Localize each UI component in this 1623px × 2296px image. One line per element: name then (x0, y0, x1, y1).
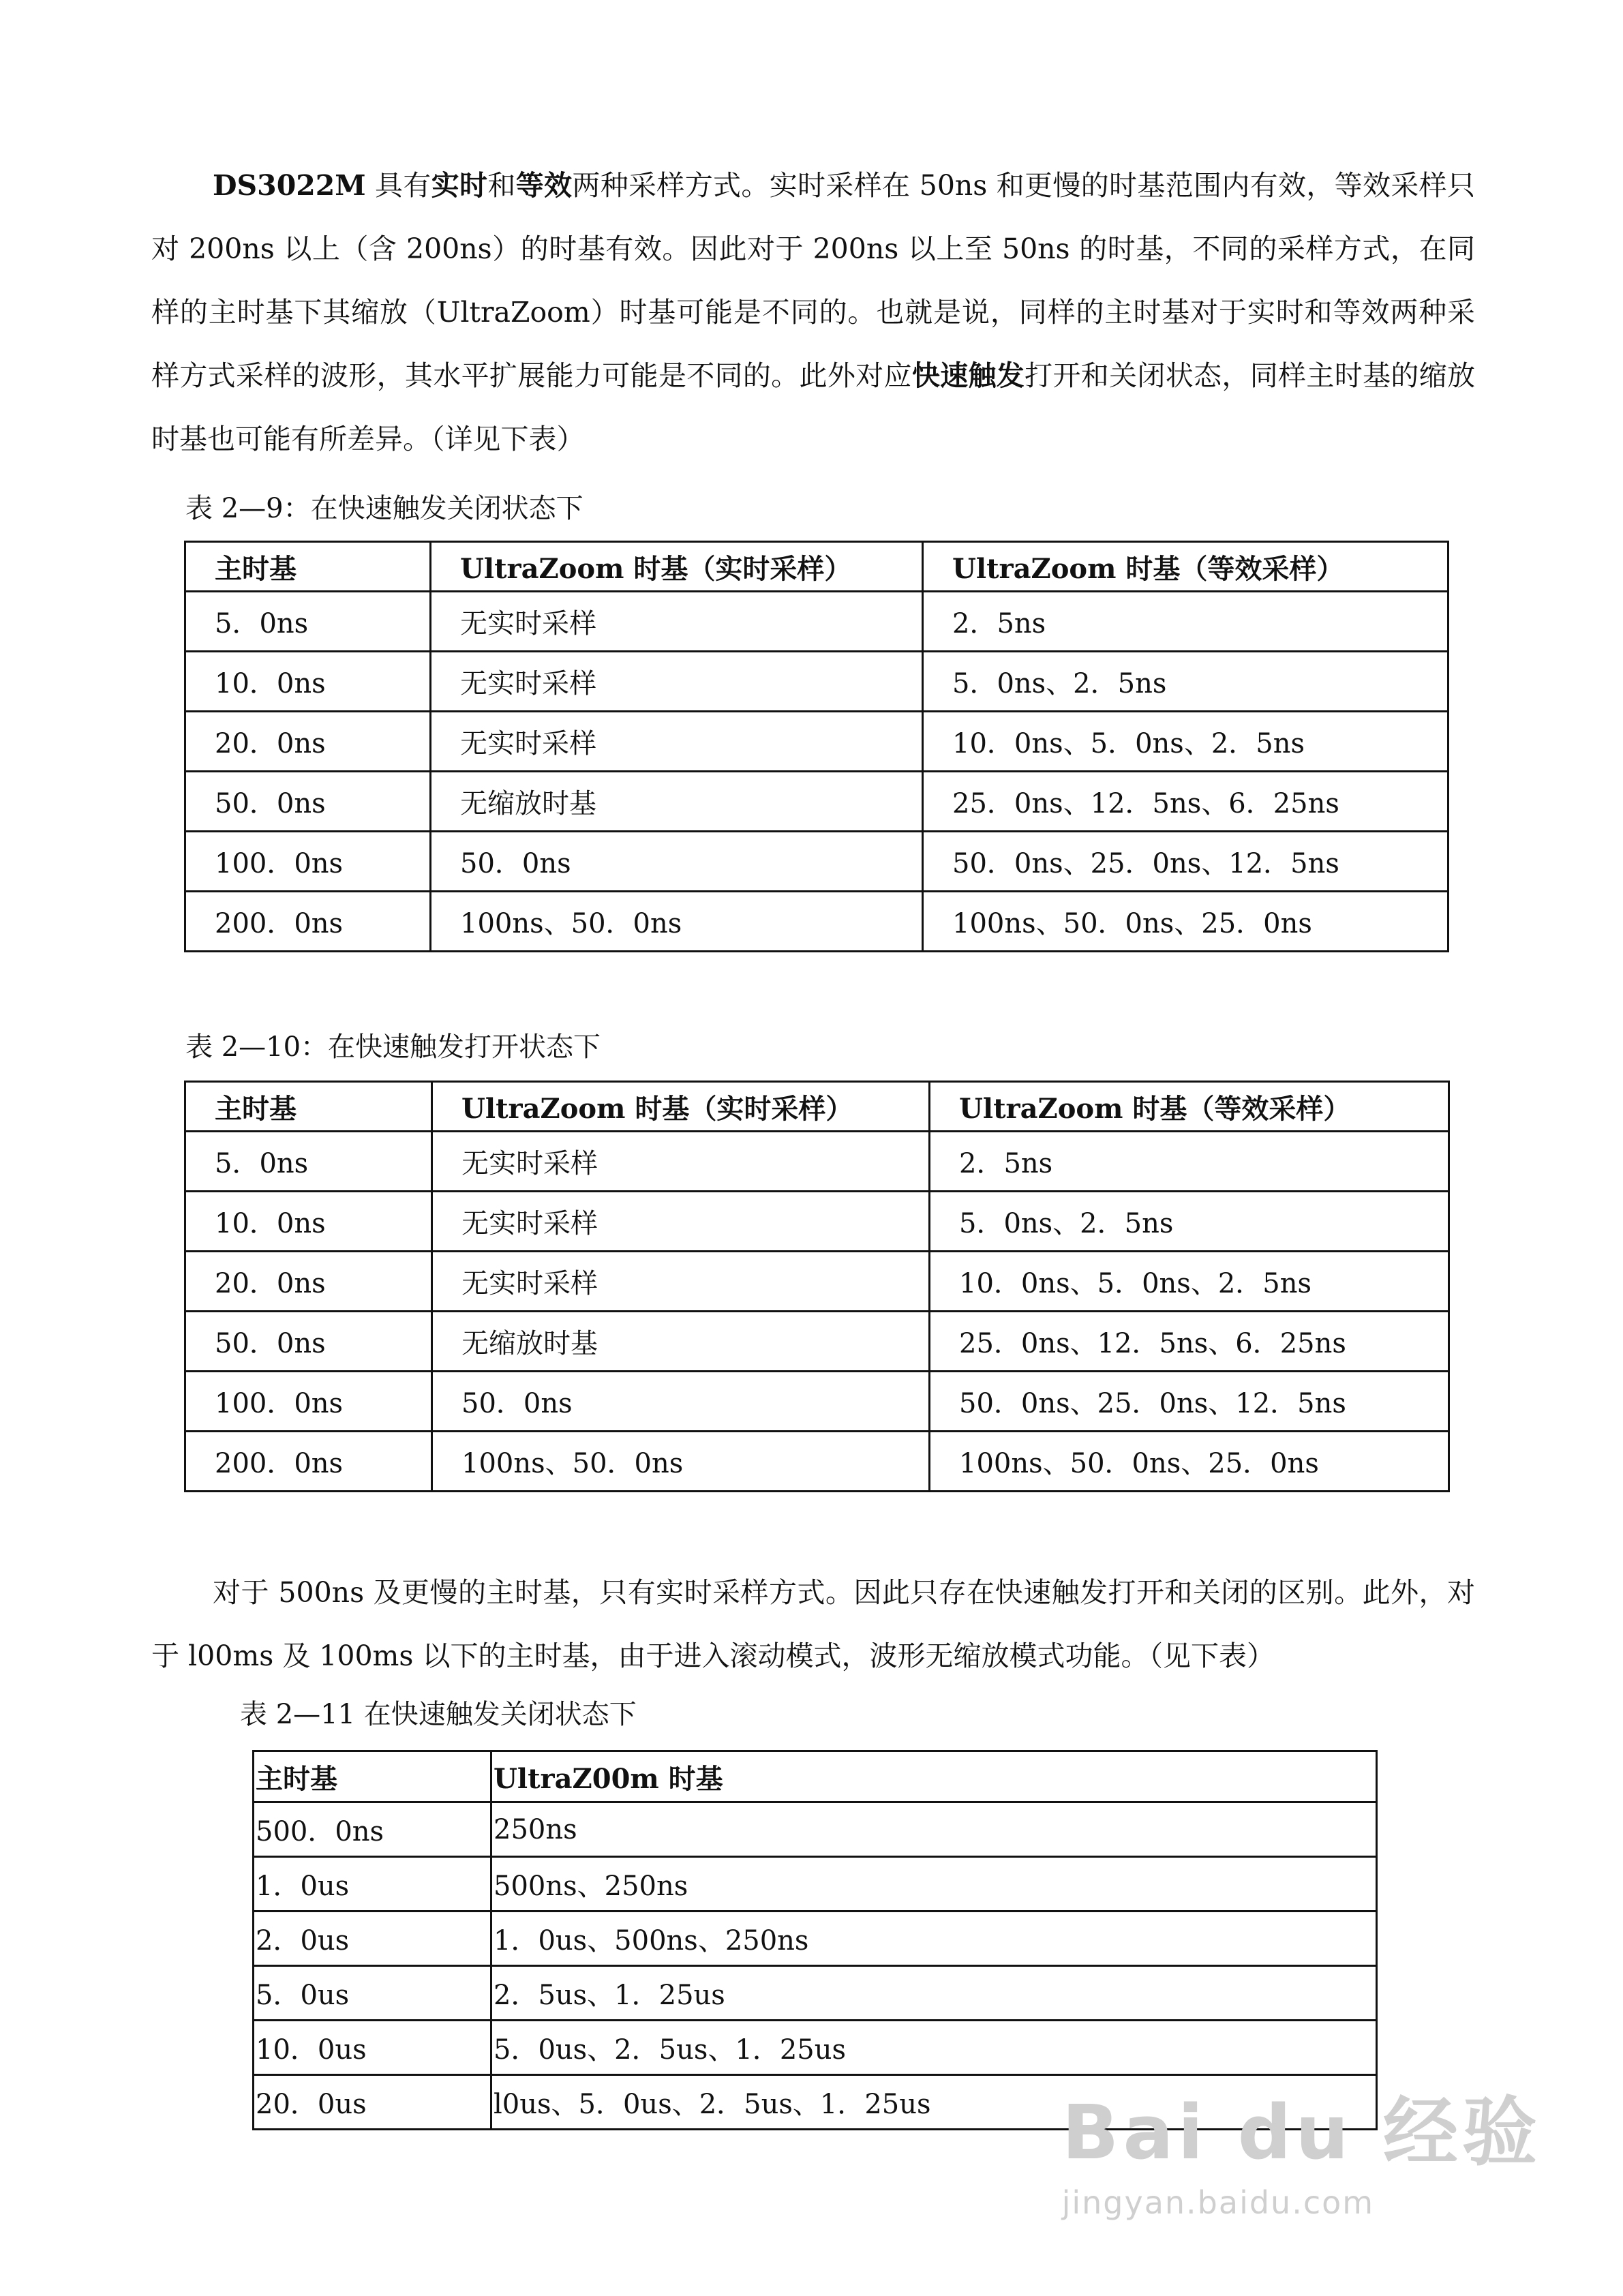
table-cell: 无实时采样 (431, 652, 923, 712)
term-realtime: 实时 (431, 169, 488, 202)
header-cell: UltraZoom 时基（实时采样） (431, 542, 923, 592)
term-fast-trigger: 快速触发 (911, 359, 1025, 392)
table-cell: 2．5ns (923, 592, 1448, 652)
table-cell: 100ns、50．0ns、25．0ns (923, 892, 1448, 952)
table-cell: 50．0ns、25．0ns、12．5ns (930, 1372, 1449, 1432)
table-cell: 100ns、50．0ns (432, 1432, 930, 1492)
table-cell: 50．0ns (185, 772, 431, 832)
table-cell: 200．0ns (185, 1432, 432, 1492)
table1-caption: 表 2—9：在快速触发关闭状态下 (185, 493, 583, 524)
table-cell: 20．0us (254, 2075, 491, 2130)
table-row (185, 1252, 1449, 1312)
table-cell: 无缩放时基 (431, 772, 923, 832)
table-cell: 20．0ns (185, 712, 431, 772)
watermark-url: jingyan.baidu.com (1061, 2184, 1375, 2221)
table-cell: 5．0ns (185, 1132, 432, 1192)
table-row (185, 1372, 1449, 1432)
table2-header (185, 1082, 1449, 1132)
table-cell: 2．0us (254, 1912, 491, 1966)
table-row (185, 652, 1448, 712)
header-cell: UltraZ00m 时基 (491, 1751, 1377, 1802)
table-row (185, 1432, 1449, 1492)
table-row (254, 1802, 1377, 1857)
table-cell: 20．0ns (185, 1252, 432, 1312)
table-cell: 250ns (491, 1802, 1377, 1857)
table-cell: 50．0ns (432, 1372, 930, 1432)
table-cell: 5．0us、2．5us、1．25us (491, 2021, 1377, 2075)
table-cell: 50．0ns (185, 1312, 432, 1372)
table-cell: 1．0us、500ns、250ns (491, 1912, 1377, 1966)
header-cell: UltraZoom 时基（等效采样） (923, 542, 1448, 592)
table-cell: 100ns、50．0ns (431, 892, 923, 952)
table-cell: 50．0ns (431, 832, 923, 892)
table-row (185, 892, 1448, 952)
watermark-brand: Bai du 经验 (1061, 2089, 1541, 2176)
table-cell: 无实时采样 (431, 712, 923, 772)
table-cell: 25．0ns、12．5ns、6．25ns (930, 1312, 1449, 1372)
table-cell: 5．0us (254, 1966, 491, 2021)
table-cell: l0us、5．0us、2．5us、1．25us (491, 2075, 1377, 2130)
table-cell: 100．0ns (185, 832, 431, 892)
intro-text-2: 和 (487, 169, 516, 202)
table-cell: 无实时采样 (432, 1192, 930, 1252)
table-cell: 10．0us (254, 2021, 491, 2075)
table-cell: 100ns、50．0ns、25．0ns (930, 1432, 1449, 1492)
intro-text-3: 两种采样方式。实时采样在 50ns 和更慢的时基范围内有效，等效采样只对 200ns 以上（含 200ns）的时基有效。因此对于 200ns 以上至 50ns 的时基，不同的采样方式，在同样的主时基下其缩放（UltraZoom）时基可能是不同的。也就是说，同样的主时基对于实时和等效两种采样方式采样的波形，其水平扩展能力可能是不同的。此外对应 (151, 169, 1476, 392)
table-cell: 500ns、250ns (491, 1857, 1377, 1912)
table-cell: 10．0ns、5．0ns、2．5ns (923, 712, 1448, 772)
table-row (185, 592, 1448, 652)
table-row (185, 1312, 1449, 1372)
table-cell: 无实时采样 (431, 592, 923, 652)
intro-text-1: 具有 (365, 169, 431, 202)
table-row (185, 1132, 1449, 1192)
rolling-mode-paragraph: 对于 500ns 及更慢的主时基，只有实时采样方式。因此只存在快速触发打开和关闭的区别。此外，对于 l00ms 及 100ms 以下的主时基，由于进入滚动模式，波形无缩放模式功能。（见下表） (151, 1576, 1475, 1672)
intro-paragraph (151, 154, 1475, 471)
table1 (184, 541, 1449, 952)
table2-caption: 表 2—10：在快速触发打开状态下 (185, 1031, 601, 1063)
table-cell: 无实时采样 (432, 1252, 930, 1312)
table-cell: 100．0ns (185, 1372, 432, 1432)
table-row (254, 1966, 1377, 2021)
table-row (254, 2021, 1377, 2075)
intro-text-4: 打开和关闭状态，同样主时基的缩放时基也可能有所差异。（详见下表） (151, 359, 1476, 455)
table-cell: 无缩放时基 (432, 1312, 930, 1372)
table-row (254, 1857, 1377, 1912)
table-cell: 500．0ns (254, 1802, 491, 1857)
table-row (254, 1912, 1377, 1966)
table-cell: 200．0ns (185, 892, 431, 952)
term-equivalent: 等效 (515, 169, 573, 202)
table-row (185, 712, 1448, 772)
header-cell: 主时基 (254, 1751, 491, 1802)
table-cell: 25．0ns、12．5ns、6．25ns (923, 772, 1448, 832)
table-cell: 2．5ns (930, 1132, 1449, 1192)
table-cell: 5．0ns (185, 592, 431, 652)
header-cell: UltraZoom 时基（实时采样） (432, 1082, 930, 1132)
table2 (184, 1081, 1450, 1492)
table-row (185, 772, 1448, 832)
table-cell: 10．0ns (185, 652, 431, 712)
model-name: DS3022M (213, 169, 366, 202)
header-cell: 主时基 (185, 542, 431, 592)
header-cell: 主时基 (185, 1082, 432, 1132)
table-cell: 10．0ns (185, 1192, 432, 1252)
table-row (185, 832, 1448, 892)
table-row (185, 1192, 1449, 1252)
table-cell: 50．0ns、25．0ns、12．5ns (923, 832, 1448, 892)
table-cell: 10．0ns、5．0ns、2．5ns (930, 1252, 1449, 1312)
table-cell: 5．0ns、2．5ns (930, 1192, 1449, 1252)
table-cell: 2．5us、1．25us (491, 1966, 1377, 2021)
table-cell: 无实时采样 (432, 1132, 930, 1192)
table3-header (254, 1751, 1377, 1802)
table-cell: 5．0ns、2．5ns (923, 652, 1448, 712)
header-cell: UltraZoom 时基（等效采样） (930, 1082, 1449, 1132)
table3-caption: 表 2—11 在快速触发关闭状态下 (240, 1699, 637, 1730)
table-cell: 1．0us (254, 1857, 491, 1912)
table1-header (185, 542, 1448, 592)
baidu-watermark (1062, 2072, 1541, 2221)
